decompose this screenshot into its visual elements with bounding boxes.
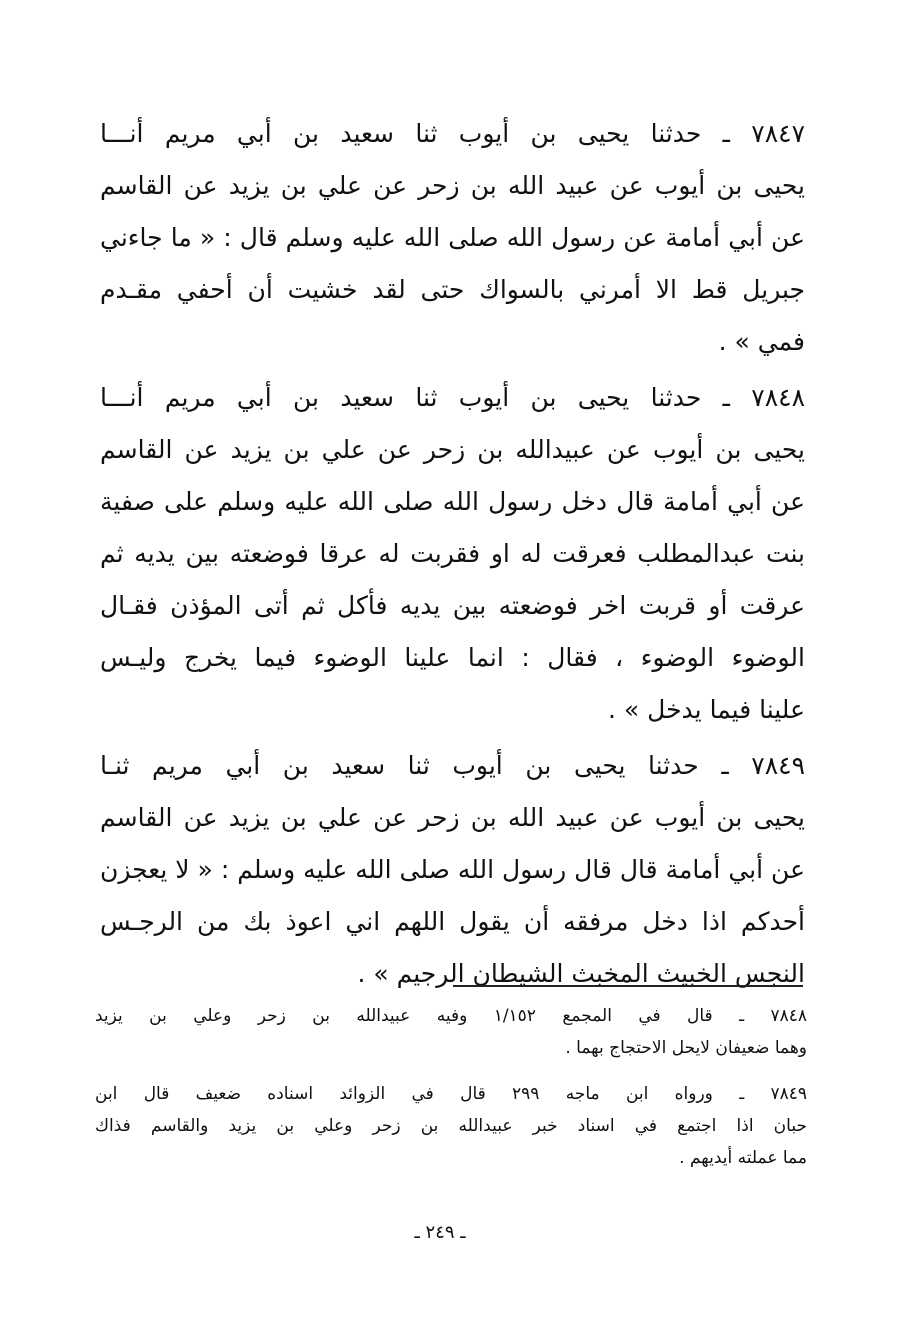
hadith-line: النجس الخبيث المخبث الشيطان الرجيم » . (357, 959, 805, 988)
hadith-7847 (100, 108, 805, 368)
hadith-text-block (100, 108, 805, 1004)
footnote-7849 (95, 1078, 807, 1174)
footnote-line: ٧٨٤٨ ـ قال في المجمع ١/١٥٢ وفيه عبيدالله بن زحر وعلي بن يزيد (95, 1006, 807, 1026)
hadith-7848 (100, 372, 805, 736)
hadith-line: علينا فيما يدخل » . (608, 695, 805, 724)
hadith-line: أحدكم اذا دخل مرفقه أن يقول اللهم اني اعوذ بك من الرجـس (100, 907, 805, 936)
hadith-line: عرقت أو قربت اخر فوضعته بين يديه فأكل ثم أتى المؤذن فقـال (100, 591, 805, 620)
footnotes-block (95, 1000, 807, 1188)
footnote-divider (453, 985, 803, 987)
hadith-line: عن أبي أمامة قال دخل رسول الله صلى الله عليه وسلم على صفية (100, 487, 805, 516)
footnote-line: ٧٨٤٩ ـ ورواه ابن ماجه ٢٩٩ قال في الزوائد اسناده ضعيف قال ابن (95, 1084, 807, 1104)
hadith-line: ٧٨٤٨ ـ حدثنا يحيى بن أيوب ثنا سعيد بن أبي مريم أنـــا (100, 383, 805, 412)
footnote-line: مما عملته أيديهم . (679, 1148, 807, 1168)
hadith-line: عن أبي أمامة قال قال رسول الله صلى الله عليه وسلم : « لا يعجزن (100, 855, 805, 884)
hadith-line: بنت عبدالمطلب فعرقت له او فقربت له عرقا فوضعته بين يديه ثم (100, 539, 805, 568)
page-number: ـ ٢٤٩ ـ (414, 1222, 466, 1243)
hadith-line: يحيى بن أيوب عن عبيد الله بن زحر عن علي بن يزيد عن القاسم (100, 171, 805, 200)
hadith-line: ٧٨٤٩ ـ حدثنا يحيى بن أيوب ثنا سعيد بن أبي مريم ثنـا (100, 751, 805, 780)
footnote-7848 (95, 1000, 807, 1064)
footnote-line: وهما ضعيفان لايحل الاحتجاج بهما . (565, 1038, 807, 1058)
hadith-line: جبريل قط الا أمرني بالسواك حتى لقد خشيت أن أحفي مقـدم (100, 275, 805, 304)
hadith-line: ٧٨٤٧ ـ حدثنا يحيى بن أيوب ثنا سعيد بن أبي مريم أنـــا (100, 119, 805, 148)
hadith-line: الوضوء الوضوء ، فقال : انما علينا الوضوء فيما يخرج وليـس (100, 643, 805, 672)
hadith-7849 (100, 740, 805, 1000)
hadith-line: يحيى بن أيوب عن عبيد الله بن زحر عن علي بن يزيد عن القاسم (100, 803, 805, 832)
hadith-line: فمي » . (718, 327, 805, 356)
footnote-line: حبان اذا اجتمع في اسناد خبر عبيدالله بن زحر وعلي بن يزيد والقاسم فذاك (95, 1116, 807, 1136)
hadith-line: يحيى بن أيوب عن عبيدالله بن زحر عن علي بن يزيد عن القاسم (100, 435, 805, 464)
hadith-line: عن أبي أمامة عن رسول الله صلى الله عليه وسلم قال : « ما جاءني (100, 223, 805, 252)
